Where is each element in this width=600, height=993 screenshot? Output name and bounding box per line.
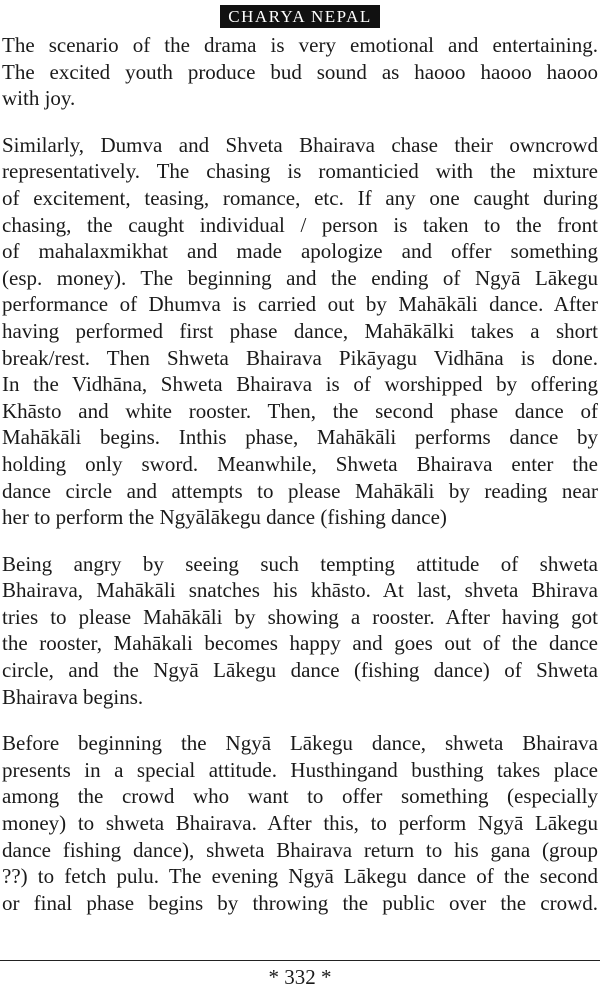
text-line: representatively. The chasing is romanticied with the mixture <box>2 159 598 184</box>
text-line: dance fishing dance), shweta Bhairava return to his gana (group <box>2 837 598 862</box>
text-line: money) to shweta Bhairava. After this, to perform Ngyā Lākegu <box>2 811 598 836</box>
footer-divider <box>0 960 600 961</box>
text-line: of mahalaxmikhat and made apologize and offer something <box>2 239 598 264</box>
text-line: dance circle and attempts to please Mahākāli by reading near <box>2 478 598 503</box>
text-line: the rooster, Mahākali becomes happy and goes out of the dance <box>2 631 598 656</box>
running-header <box>0 5 600 28</box>
paragraph-2 <box>2 132 598 531</box>
text-line: holding only sword. Meanwhile, Shweta Bhairava enter the <box>2 451 598 476</box>
text-line: chasing, the caught individual / person is taken to the front <box>2 212 598 237</box>
text-line: Khāsto and white rooster. Then, the second phase dance of <box>2 398 598 423</box>
header-title: CHARYA NEPAL <box>220 5 380 28</box>
text-line: of excitement, teasing, romance, etc. If any one caught during <box>2 185 598 210</box>
text-line: having performed first phase dance, Mahākālki takes a short <box>2 318 598 343</box>
text-line: ??) to fetch pulu. The evening Ngyā Lākegu dance of the second <box>2 864 598 889</box>
text-line: Before beginning the Ngyā Lākegu dance, shweta Bhairava <box>2 731 598 756</box>
text-line: Being angry by seeing such tempting attitude of shweta <box>2 551 598 576</box>
text-line: circle, and the Ngyā Lākegu dance (fishing dance) of Shweta <box>2 658 598 683</box>
text-line: tries to please Mahākāli by showing a rooster. After having got <box>2 604 598 629</box>
paragraph-4 <box>2 730 598 916</box>
page-body <box>2 32 598 936</box>
paragraph-3 <box>2 551 598 711</box>
text-line: In the Vidhāna, Shweta Bhairava is of worshipped by offering <box>2 372 598 397</box>
text-line: break/rest. Then Shweta Bhairava Pikāyagu Vidhāna is done. <box>2 345 598 370</box>
text-line: Mahākāli begins. Inthis phase, Mahākāli performs dance by <box>2 425 598 450</box>
text-line: among the crowd who want to offer something (especially <box>2 784 598 809</box>
text-line: The scenario of the drama is very emotional and entertaining. <box>2 33 598 57</box>
text-line: presents in a special attitude. Husthingand busthing takes place <box>2 757 598 782</box>
text-line: Similarly, Dumva and Shveta Bhairava chase their owncrowd <box>2 132 598 157</box>
page-number: * 332 * <box>268 965 332 989</box>
text-line: or final phase begins by throwing the public over the crowd. <box>2 890 598 915</box>
paragraph-1 <box>2 32 598 112</box>
text-line: (esp. money). The beginning and the ending of Ngyā Lākegu <box>2 265 598 290</box>
text-line: her to perform the Ngyālākegu dance (fishing dance) <box>2 505 447 530</box>
text-line: Bhairava, Mahākāli snatches his khāsto. At last, shveta Bhirava <box>2 578 598 603</box>
text-line: Bhairava begins. <box>2 684 144 709</box>
text-line: performance of Dhumva is carried out by Mahākāli dance. After <box>2 292 598 317</box>
text-line: with joy. <box>2 86 76 111</box>
text-line: The excited youth produce bud sound as haooo haooo haooo <box>2 59 598 84</box>
